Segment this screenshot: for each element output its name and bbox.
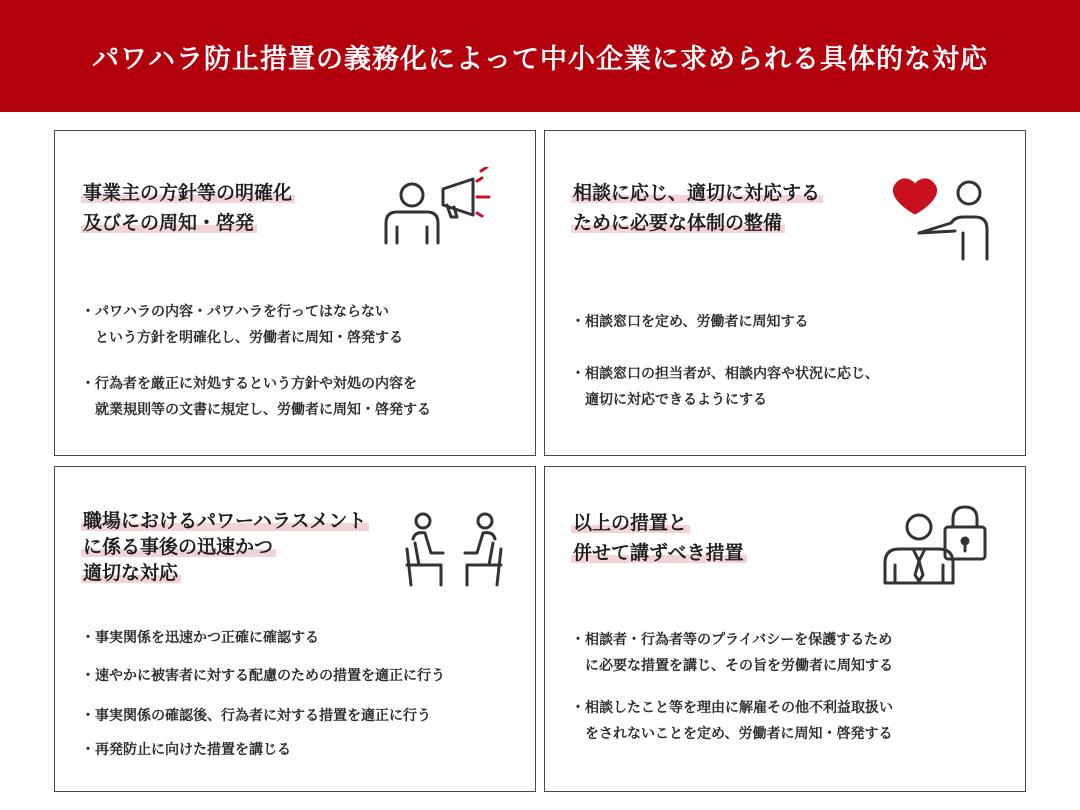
bullet-line: ・相談したこと等を理由に解雇その他不利益取扱い — [571, 700, 893, 716]
page-title: パワハラ防止措置の義務化によって中小企業に求められる具体的な対応 — [92, 43, 988, 75]
card-additional-measures — [544, 466, 1026, 792]
bullet-line: ・パワハラの内容・パワハラを行ってはならない — [81, 304, 389, 320]
bullet-line: ・行為者を厳正に対処するという方針や対処の内容を — [81, 376, 417, 392]
card-post-incident-response — [54, 466, 536, 792]
bullet-list — [571, 627, 893, 747]
card-title-line: 事業主の方針等の明確化 — [81, 181, 295, 205]
bullet-line: ・事実関係の確認後、行為者に対する措置を適正に行う — [81, 708, 431, 724]
card-policy-clarification — [54, 130, 536, 456]
bullet-line: という方針を明確化し、労働者に周知・啓発する — [95, 330, 403, 346]
list-item — [81, 625, 445, 651]
bullet-line: ・速やかに被害者に対する配慮のための措置を適正に行う — [81, 668, 445, 684]
bullet-list — [81, 299, 431, 423]
two-people-sitting-icon — [399, 509, 509, 597]
bullet-line: に必要な措置を講じ、その旨を労働者に周知する — [585, 658, 893, 674]
list-item — [571, 361, 879, 413]
bullet-line: 就業規則等の文書に規定し、労働者に周知・啓発する — [95, 402, 431, 418]
card-title — [571, 511, 747, 571]
list-item — [571, 695, 893, 747]
list-item — [81, 371, 431, 423]
list-item — [81, 663, 445, 689]
person-heart-icon — [885, 171, 1005, 267]
card-title-line: 及びその周知・啓発 — [81, 211, 257, 235]
card-title-line: に係る事後の迅速かつ — [81, 535, 276, 559]
bullet-line: ・相談者・行為者等のプライバシーを保護するため — [571, 632, 893, 648]
card-title-line: ために必要な体制の整備 — [571, 211, 785, 235]
bullet-list — [571, 309, 879, 413]
header-banner — [0, 0, 1080, 112]
bullet-list — [81, 625, 445, 763]
card-title-line: 以上の措置と — [571, 511, 690, 535]
bullet-line: をされないことを定め、労働者に周知・啓発する — [585, 726, 893, 742]
card-consultation-system — [544, 130, 1026, 456]
list-item — [81, 299, 431, 351]
card-title-line: 相談に応じ、適切に対応する — [571, 181, 823, 205]
bullet-line: ・事実関係を迅速かつ正確に確認する — [81, 630, 319, 646]
person-lock-icon — [879, 505, 991, 589]
list-item — [571, 627, 893, 679]
person-megaphone-icon — [377, 167, 507, 249]
card-title-line: 適切な対応 — [81, 561, 181, 585]
card-title-line: 職場におけるパワーハラスメント — [81, 509, 369, 533]
card-title — [571, 181, 823, 241]
list-item — [571, 309, 879, 335]
card-title — [81, 509, 369, 587]
list-item — [81, 737, 445, 763]
list-item — [81, 703, 445, 729]
bullet-line: ・相談窓口を定め、労働者に周知する — [571, 314, 809, 330]
bullet-line: ・再発防止に向けた措置を講じる — [81, 742, 291, 758]
bullet-line: 適切に対応できるようにする — [585, 392, 767, 408]
card-title — [81, 181, 295, 241]
bullet-line: ・相談窓口の担当者が、相談内容や状況に応じ、 — [571, 366, 879, 382]
card-title-line: 併せて講ずべき措置 — [571, 541, 747, 565]
